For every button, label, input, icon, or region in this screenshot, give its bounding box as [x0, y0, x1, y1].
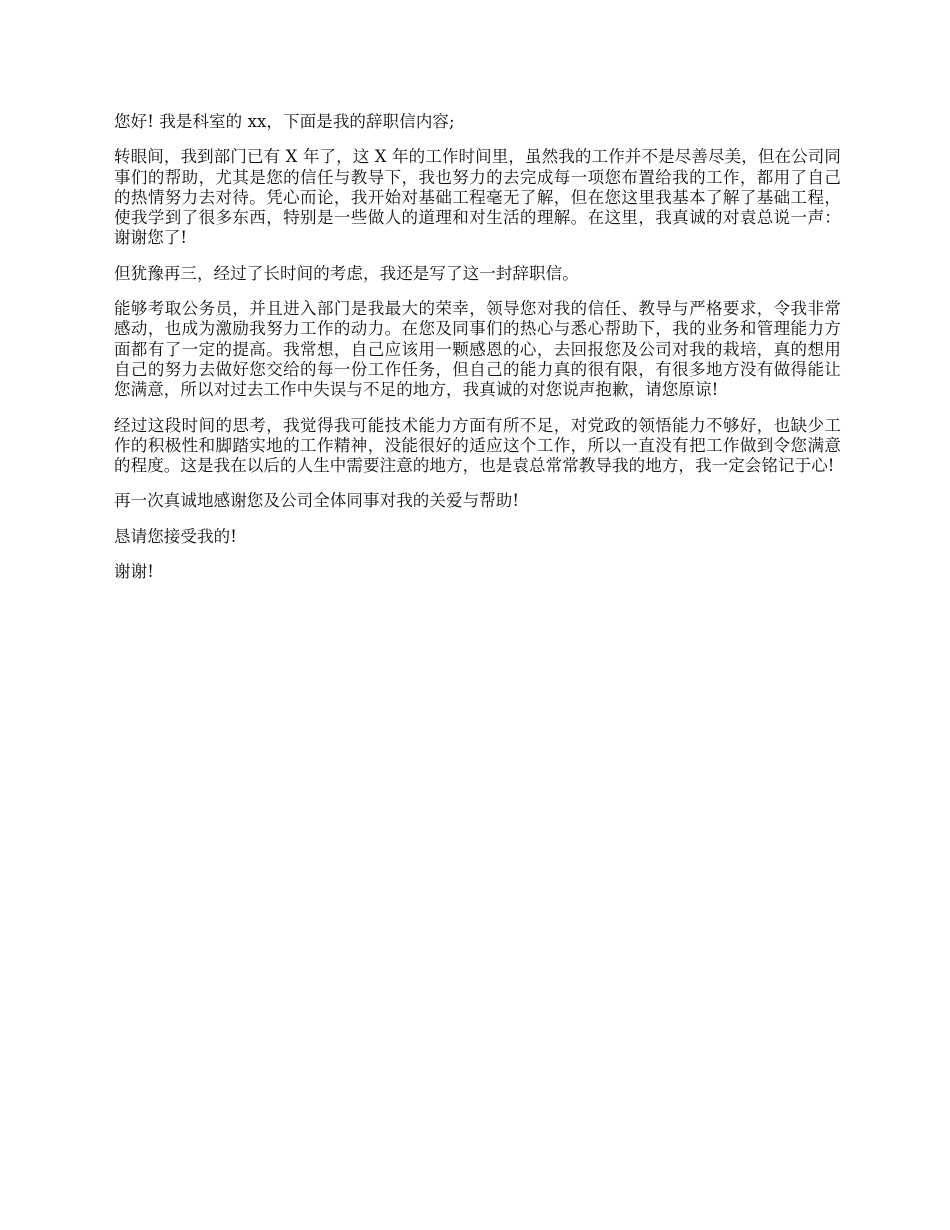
- closing-thanks-paragraph: 再一次真诚地感谢您及公司全体同事对我的关爱与帮助!: [114, 491, 520, 511]
- resignation-letter: [114, 112, 841, 597]
- body-paragraph-gratitude: 转眼间，我到部门已有 X 年了，这 X 年的工作时间里，虽然我的工作并不是尽善尽美，但在公司同事们的帮助，尤其是您的信任与教导下，我也努力的去完成每一项您布置给我的工作，都用了自己的热情努力去对待。凭心而论，我开始对基础工程毫无了解，但在您这里我基本了解了基础工程，使我学到了很多东西，特别是一些做人的道理和对生活的理解。在这里，我真诚的对袁总说一声：谢谢您了!: [114, 147, 841, 248]
- body-paragraph-decision: 但犹豫再三，经过了长时间的考虑，我还是写了这一封辞职信。: [114, 263, 579, 283]
- request-paragraph: 恳请您接受我的!: [114, 526, 237, 546]
- body-paragraph-honor: 能够考取公务员，并且进入部门是我最大的荣幸，领导您对我的信任、教导与严格要求，令我非常感动，也成为激励我努力工作的动力。在您及同事们的热心与悉心帮助下，我的业务和管理能力方面都有了一定的提高。我常想，自己应该用一颗感恩的心，去回报您及公司对我的栽培，真的想用自己的努力去做好您交给的每一份工作任务，但自己的能力真的很有限，有很多地方没有做得能让您满意，所以对过去工作中失误与不足的地方，我真诚的对您说声抱歉，请您原谅!: [114, 299, 841, 400]
- greeting-paragraph: 您好! 我是科室的 xx，下面是我的辞职信内容;: [114, 112, 455, 131]
- body-paragraph-reflection: 经过这段时间的思考，我觉得我可能技术能力方面有所不足，对党政的领悟能力不够好，也缺少工作的积极性和脚踏实地的工作精神，没能很好的适应这个工作，所以一直没有把工作做到令您满意的程度。这是我在以后的人生中需要注意的地方，也是袁总常常教导我的地方，我一定会铭记于心!: [114, 415, 841, 476]
- sign-off-paragraph: 谢谢!: [114, 562, 154, 582]
